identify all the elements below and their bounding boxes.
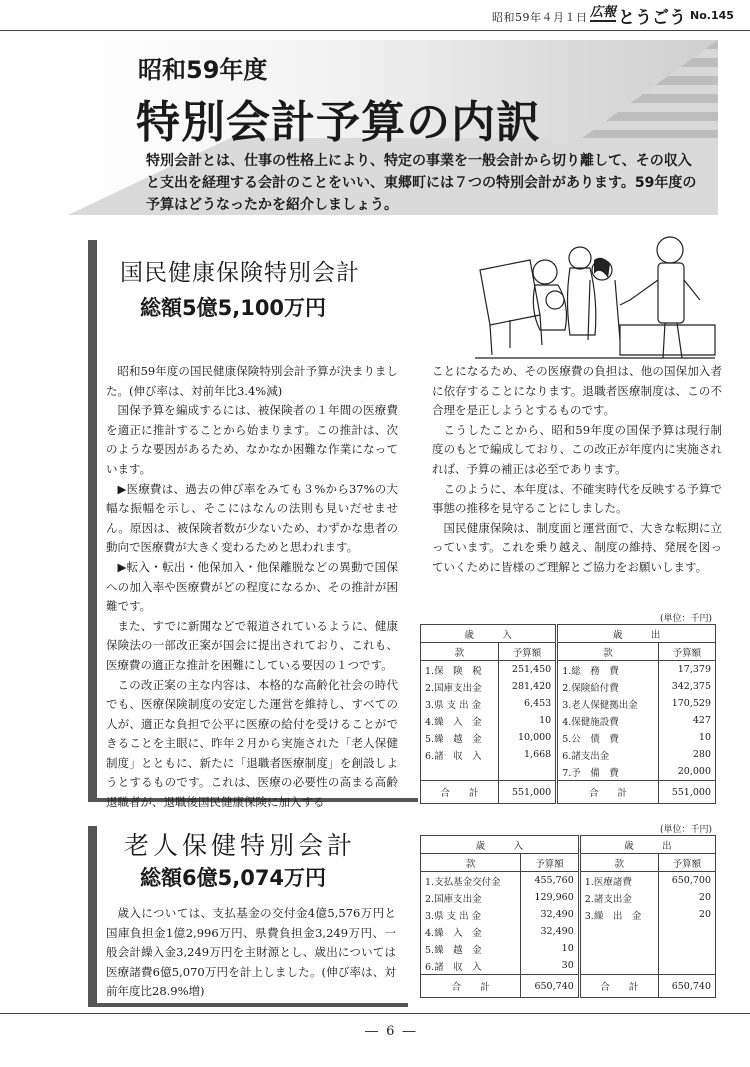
revenue-header: 歳 入 (421, 625, 557, 643)
intro-text: 特別会計とは、仕事の性格上により、特定の事業を一般会計から切り離して、その収入と支出を経理する会計のことをいい、東郷町には７つの特別会計があります。59年度の予算はどうなったかを紹介しましょう。 (146, 153, 697, 213)
paragraph: 歳入については、支払基金の交付金4億5,576万円と国庫負担金1億2,996万円、県費負担金3,249万円、一般会計繰入金3,249万円を主財源とし、歳出については医療諸費6億5,070万円を計上しました。(伸び率は、対前年度比28.9%増) (106, 906, 396, 999)
column-header: 款 (421, 854, 521, 872)
banner-year: 昭和59年度 (138, 56, 268, 84)
paragraph: ▶転入・転出・他保加入・他保離脱などの異動で国保への加入率や医療費がどの程度になるか、その推計が困難です。 (106, 559, 398, 614)
paragraph: 昭和59年度の国民健康保険特別会計予算が決まりました。(伸び率は、対前年比3.4%減) (106, 364, 398, 398)
publication-name: とうごう (618, 8, 686, 28)
column-header: 款 (421, 643, 499, 661)
column-header: 予算額 (658, 854, 715, 872)
table-row: 6.諸 収 入 1,668 6.諸支出金 280 (421, 746, 716, 763)
table-row: 3.県 支 出 金 6,453 3.老人保健拠出金 170,529 (421, 695, 716, 712)
column-header: 款 (579, 854, 658, 872)
doctor-family-illustration (470, 230, 720, 360)
section-rule (88, 826, 97, 1006)
paragraph: このように、本年度は、不確実時代を反映する予算で事態の推移を見守ることにしました。 (432, 481, 722, 516)
section-rule (88, 1003, 408, 1007)
paragraph: ことになるため、その医療費の負担は、他の国保加入者に依存することになります。退職者医療制度は、この不合理を是正しようとするものです。 (432, 364, 722, 418)
table-row: 5.繰 越 金 10 (421, 940, 716, 957)
section-total: 総額5億5,100万円 (140, 296, 327, 320)
issue-date: 昭和59年４月１日 (492, 11, 588, 24)
table-row: 6.諸 収 入 30 (421, 957, 716, 975)
section-total: 総額6億5,074万円 (140, 866, 327, 890)
footer-rule (0, 1013, 750, 1014)
table-row: 1.支払基金交付金 455,760 1.医療諸費 650,700 (421, 872, 716, 890)
nhi-budget-table (420, 624, 716, 804)
article-column (106, 362, 398, 813)
paragraph: 国民健康保険は、制度面と運営面で、大きな転期に立っています。これを乗り越え、制度の維持、発展を図っていくために皆様のご理解とご協力をお願いします。 (432, 520, 722, 574)
article-column (432, 362, 722, 578)
section-title: 老人保健特別会計 (124, 831, 357, 860)
table-row: 7.予 備 費 20,000 (421, 763, 716, 781)
table-total-row: 合 計 551,000 合 計 551,000 (421, 781, 716, 804)
table-total-row: 合 計 650,740 合 計 650,740 (421, 975, 716, 998)
revenue-header: 歳 入 (421, 836, 580, 854)
page-number: ― 6 ― (365, 1024, 418, 1039)
table-row: 1.保 険 税 251,450 1.総 務 費 17,379 (421, 661, 716, 679)
table-row: 2.国庫支出金 129,960 2.諸支出金 20 (421, 889, 716, 906)
paragraph: ▶医療費は、過去の伸び率をみても３%から37%の大幅な振幅を示し、そこにはなんの法則も見いだせません。原因は、被保険者数が少ないため、わずかな患者の動向で医療費が大きく変わるためと思われます。 (106, 481, 398, 555)
table-unit: (単位：千円) (660, 614, 713, 624)
table-row: 5.繰 越 金 10,000 5.公 債 費 10 (421, 729, 716, 746)
elderly-health-budget-table (420, 835, 716, 998)
expense-header: 歳 出 (557, 625, 716, 643)
paragraph: また、すでに新聞などで報道されているように、健康保険法の一部改正案が国会に提出されており、これも、医療費の適正な推計を困難にしている要因の１つです。 (106, 618, 398, 672)
column-header: 予算額 (521, 854, 579, 872)
column-header: 予算額 (658, 643, 715, 661)
paragraph: こうしたことから、昭和59年度の国保予算は現行制度のもとで編成しており、この改正が年度内に実施されれば、予算の補正は必至であります。 (432, 422, 722, 476)
column-header: 予算額 (498, 643, 556, 661)
publication-logo: 広報 (590, 5, 617, 20)
issue-number: No.145 (690, 9, 734, 22)
article-column (106, 904, 396, 1002)
paragraph: 国保予算を編成するには、被保険者の１年間の医療費を適正に推計することから始まります。この推計は、次のような要因があるため、なかなか困難な作業になっています。 (106, 403, 398, 476)
paragraph: この改正案の主な内容は、本格的な高齢化社会の時代でも、医療保険制度の安定した運営を維持し、すべての人が、適正な負担で公平に医療の給付を受けることができることを主眼に、昨年２月から実施された「老人保健制度」とともに、新たに「退職者医療制度」を創設しようとするものです。これは、医療の必要性の高まる高齢退職者が、退職後国民健康保険に加入する (106, 677, 398, 810)
section-title: 国民健康保険特別会計 (120, 260, 360, 286)
column-header: 款 (557, 643, 658, 661)
table-row: 2.国庫支出金 281,420 2.保険給付費 342,375 (421, 678, 716, 695)
table-unit: (単位：千円) (660, 825, 713, 835)
table-row: 3.県 支 出 金 32,490 3.繰 出 金 20 (421, 906, 716, 923)
expense-header: 歳 出 (579, 836, 715, 854)
table-row: 4.繰 入 金 10 4.保健施設費 427 (421, 712, 716, 729)
page-title: 特別会計予算の内訳 (136, 97, 541, 148)
section-rule (88, 240, 97, 800)
table-row: 4.繰 入 金 32,490 (421, 923, 716, 940)
